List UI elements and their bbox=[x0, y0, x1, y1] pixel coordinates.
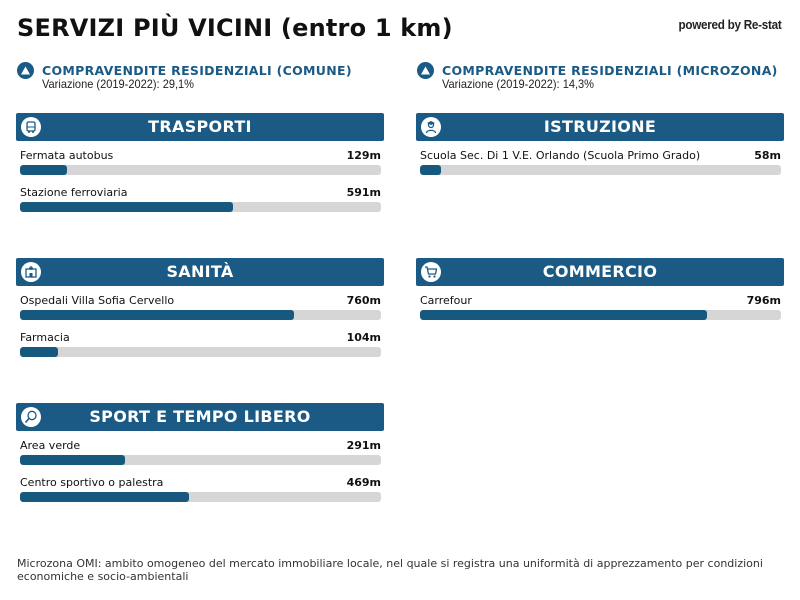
distance-bar-track bbox=[20, 202, 381, 212]
card-title: COMMERCIO bbox=[542, 262, 658, 281]
item-name: Area verde bbox=[20, 439, 81, 452]
distance-bar-fill bbox=[20, 492, 189, 502]
item-distance: 469m bbox=[346, 476, 381, 489]
item-name: Stazione ferroviaria bbox=[20, 186, 128, 199]
item-distance: 760m bbox=[346, 294, 381, 307]
list-item bbox=[416, 286, 784, 323]
card-sanita bbox=[16, 258, 384, 360]
card-header bbox=[16, 258, 384, 286]
variation-value: Variazione (2019-2022): 14,3% bbox=[442, 77, 595, 91]
card-header bbox=[16, 113, 384, 141]
distance-bar-track bbox=[420, 165, 781, 175]
item-name: Ospedali Villa Sofia Cervello bbox=[20, 294, 175, 307]
triangle-up-icon bbox=[17, 62, 34, 79]
powered-by-label: powered by Re-stat bbox=[678, 17, 782, 32]
item-name: Fermata autobus bbox=[20, 149, 114, 162]
item-distance: 591m bbox=[346, 186, 381, 199]
card-header bbox=[416, 113, 784, 141]
list-item bbox=[16, 431, 384, 468]
list-item bbox=[16, 468, 384, 505]
item-distance: 291m bbox=[346, 439, 381, 452]
distance-bar-fill bbox=[20, 347, 58, 357]
card-title: TRASPORTI bbox=[148, 117, 252, 136]
card-title: SPORT E TEMPO LIBERO bbox=[89, 407, 311, 426]
card-trasporti bbox=[16, 113, 384, 215]
item-name: Farmacia bbox=[20, 331, 70, 344]
triangle-up-icon bbox=[417, 62, 434, 79]
distance-bar-fill bbox=[420, 310, 707, 320]
distance-bar-fill bbox=[20, 455, 125, 465]
distance-bar-track bbox=[420, 310, 781, 320]
distance-bar-fill bbox=[20, 165, 67, 175]
list-item bbox=[16, 323, 384, 360]
item-name: Centro sportivo o palestra bbox=[20, 476, 164, 489]
item-distance: 58m bbox=[754, 149, 781, 162]
distance-bar-fill bbox=[420, 165, 441, 175]
list-item bbox=[16, 178, 384, 215]
distance-bar-fill bbox=[20, 310, 294, 320]
list-item bbox=[16, 286, 384, 323]
variation-value: Variazione (2019-2022): 29,1% bbox=[42, 77, 195, 91]
card-title: ISTRUZIONE bbox=[543, 117, 657, 136]
distance-bar-fill bbox=[20, 202, 233, 212]
item-name: Carrefour bbox=[420, 294, 472, 307]
variation-title: COMPRAVENDITE RESIDENZIALI (MICROZONA) bbox=[442, 63, 778, 78]
distance-bar-track bbox=[20, 310, 381, 320]
card-istruzione bbox=[416, 113, 784, 178]
card-sport bbox=[16, 403, 384, 505]
item-name: Scuola Sec. Di 1 V.E. Orlando (Scuola Primo Grado) bbox=[420, 149, 701, 162]
variation-title: COMPRAVENDITE RESIDENZIALI (COMUNE) bbox=[42, 63, 352, 78]
list-item bbox=[16, 141, 384, 178]
card-header bbox=[16, 403, 384, 431]
distance-bar-track bbox=[20, 165, 381, 175]
card-header bbox=[416, 258, 784, 286]
footnote: Microzona OMI: ambito omogeneo del mercato immobiliare locale, nel quale si registra una uniformità di apprezzamento per condizioni economiche e socio-ambientali bbox=[17, 557, 763, 583]
item-distance: 129m bbox=[346, 149, 381, 162]
item-distance: 104m bbox=[346, 331, 381, 344]
distance-bar-track bbox=[20, 347, 381, 357]
page-title: SERVIZI PIÙ VICINI (entro 1 km) bbox=[17, 14, 453, 42]
item-distance: 796m bbox=[746, 294, 781, 307]
card-title: SANITÀ bbox=[166, 262, 234, 281]
card-commercio bbox=[416, 258, 784, 323]
distance-bar-track bbox=[20, 492, 381, 502]
list-item bbox=[416, 141, 784, 178]
distance-bar-track bbox=[20, 455, 381, 465]
